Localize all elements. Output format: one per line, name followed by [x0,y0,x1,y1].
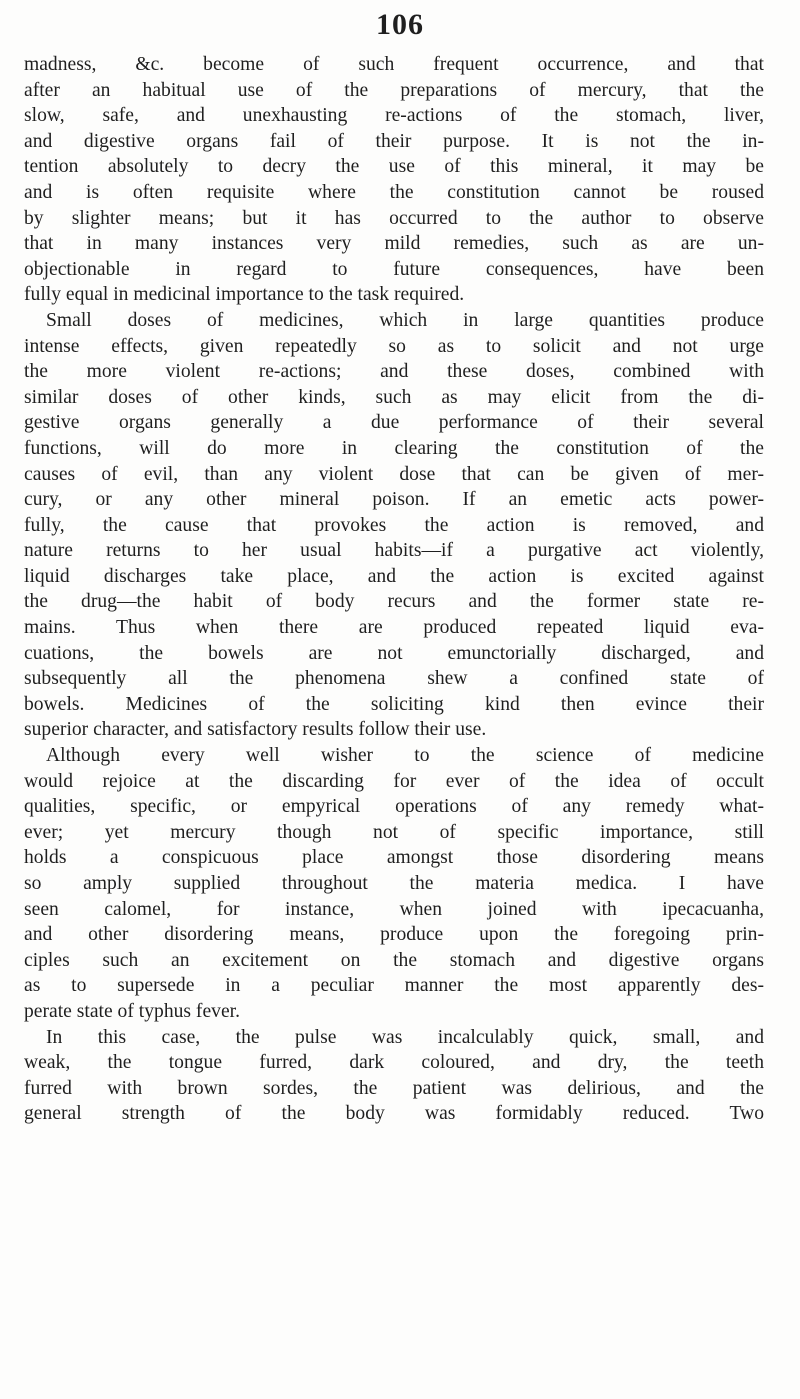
text-line: objectionable in regard to future consequences, have been [24,258,764,280]
text-line: and digestive organs fail of their purpose. It is not the in- [24,130,764,152]
text-line: after an habitual use of the preparations of mercury, that the [24,79,764,101]
text-line: In this case, the pulse was incalculably quick, small, and [46,1026,764,1048]
text-line: slow, safe, and unexhausting re-actions of the stomach, liver, [24,105,764,127]
text-line: so amply supplied throughout the materia medica. I have [24,873,764,894]
text-line: madness, &c. become of such frequent occurrence, and that [24,54,764,75]
text-line: liquid discharges take place, and the action is excited against [24,565,764,587]
text-line: the more violent re-actions; and these doses, combined with [24,361,764,383]
text-line: as to supersede in a peculiar manner the most apparently des- [24,975,764,997]
text-line: by slighter means; but it has occurred to the author to observe [24,207,764,229]
text-line: bowels. Medicines of the soliciting kind then evince their [24,693,764,715]
text-line: functions, will do more in clearing the constitution of the [24,437,764,459]
text-line: similar doses of other kinds, such as may elicit from the di- [24,386,764,408]
text-line: tention absolutely to decry the use of this mineral, it may be [24,156,764,178]
text-line: and other disordering means, produce upon the foregoing prin- [24,924,764,946]
text-line: the drug—the habit of body recurs and the former state re- [24,591,764,613]
text-line: fully, the cause that provokes the action is removed, and [24,514,764,536]
text-line: weak, the tongue furred, dark coloured, and dry, the teeth [24,1052,764,1074]
text-line: and is often requisite where the constitution cannot be roused [24,181,764,203]
text-line: superior character, and satisfactory results follow their use. [24,719,487,741]
text-line: seen calomel, for instance, when joined with ipecacuanha, [24,898,764,920]
text-line: qualities, specific, or empyrical operations of any remedy what- [24,796,764,818]
text-line: nature returns to her usual habits—if a purgative act violently, [24,540,764,562]
text-line: Small doses of medicines, which in large quantities produce [46,309,764,331]
text-line: subsequently all the phenomena shew a confined state of [24,668,764,690]
body-text [24,52,764,1127]
text-line: general strength of the body was formidably reduced. Two [24,1103,764,1125]
text-line: causes of evil, than any violent dose that can be given of mer- [24,463,764,485]
text-line: cuations, the bowels are not emunctorially discharged, and [24,642,764,664]
text-line: gestive organs generally a due performance of their several [24,412,764,434]
text-line: fully equal in medicinal importance to the task required. [24,284,465,306]
text-line: mains. Thus when there are produced repeated liquid eva- [24,617,764,639]
text-line: intense effects, given repeatedly so as to solicit and not urge [24,335,764,357]
text-line: ciples such an excitement on the stomach and digestive organs [24,949,764,971]
text-line: that in many instances very mild remedies, such as are un- [24,233,764,255]
text-line: Although every well wisher to the science of medicine [46,745,764,767]
text-line: cury, or any other mineral poison. If an emetic acts power- [24,489,764,511]
text-line: ever; yet mercury though not of specific importance, still [24,821,764,843]
text-line: furred with brown sordes, the patient was delirious, and the [24,1077,764,1099]
text-line: would rejoice at the discarding for ever of the idea of occult [24,770,764,792]
page-number: 106 [376,8,424,41]
text-line: perate state of typhus fever. [24,1000,240,1022]
text-line: holds a conspicuous place amongst those disordering means [24,847,764,869]
